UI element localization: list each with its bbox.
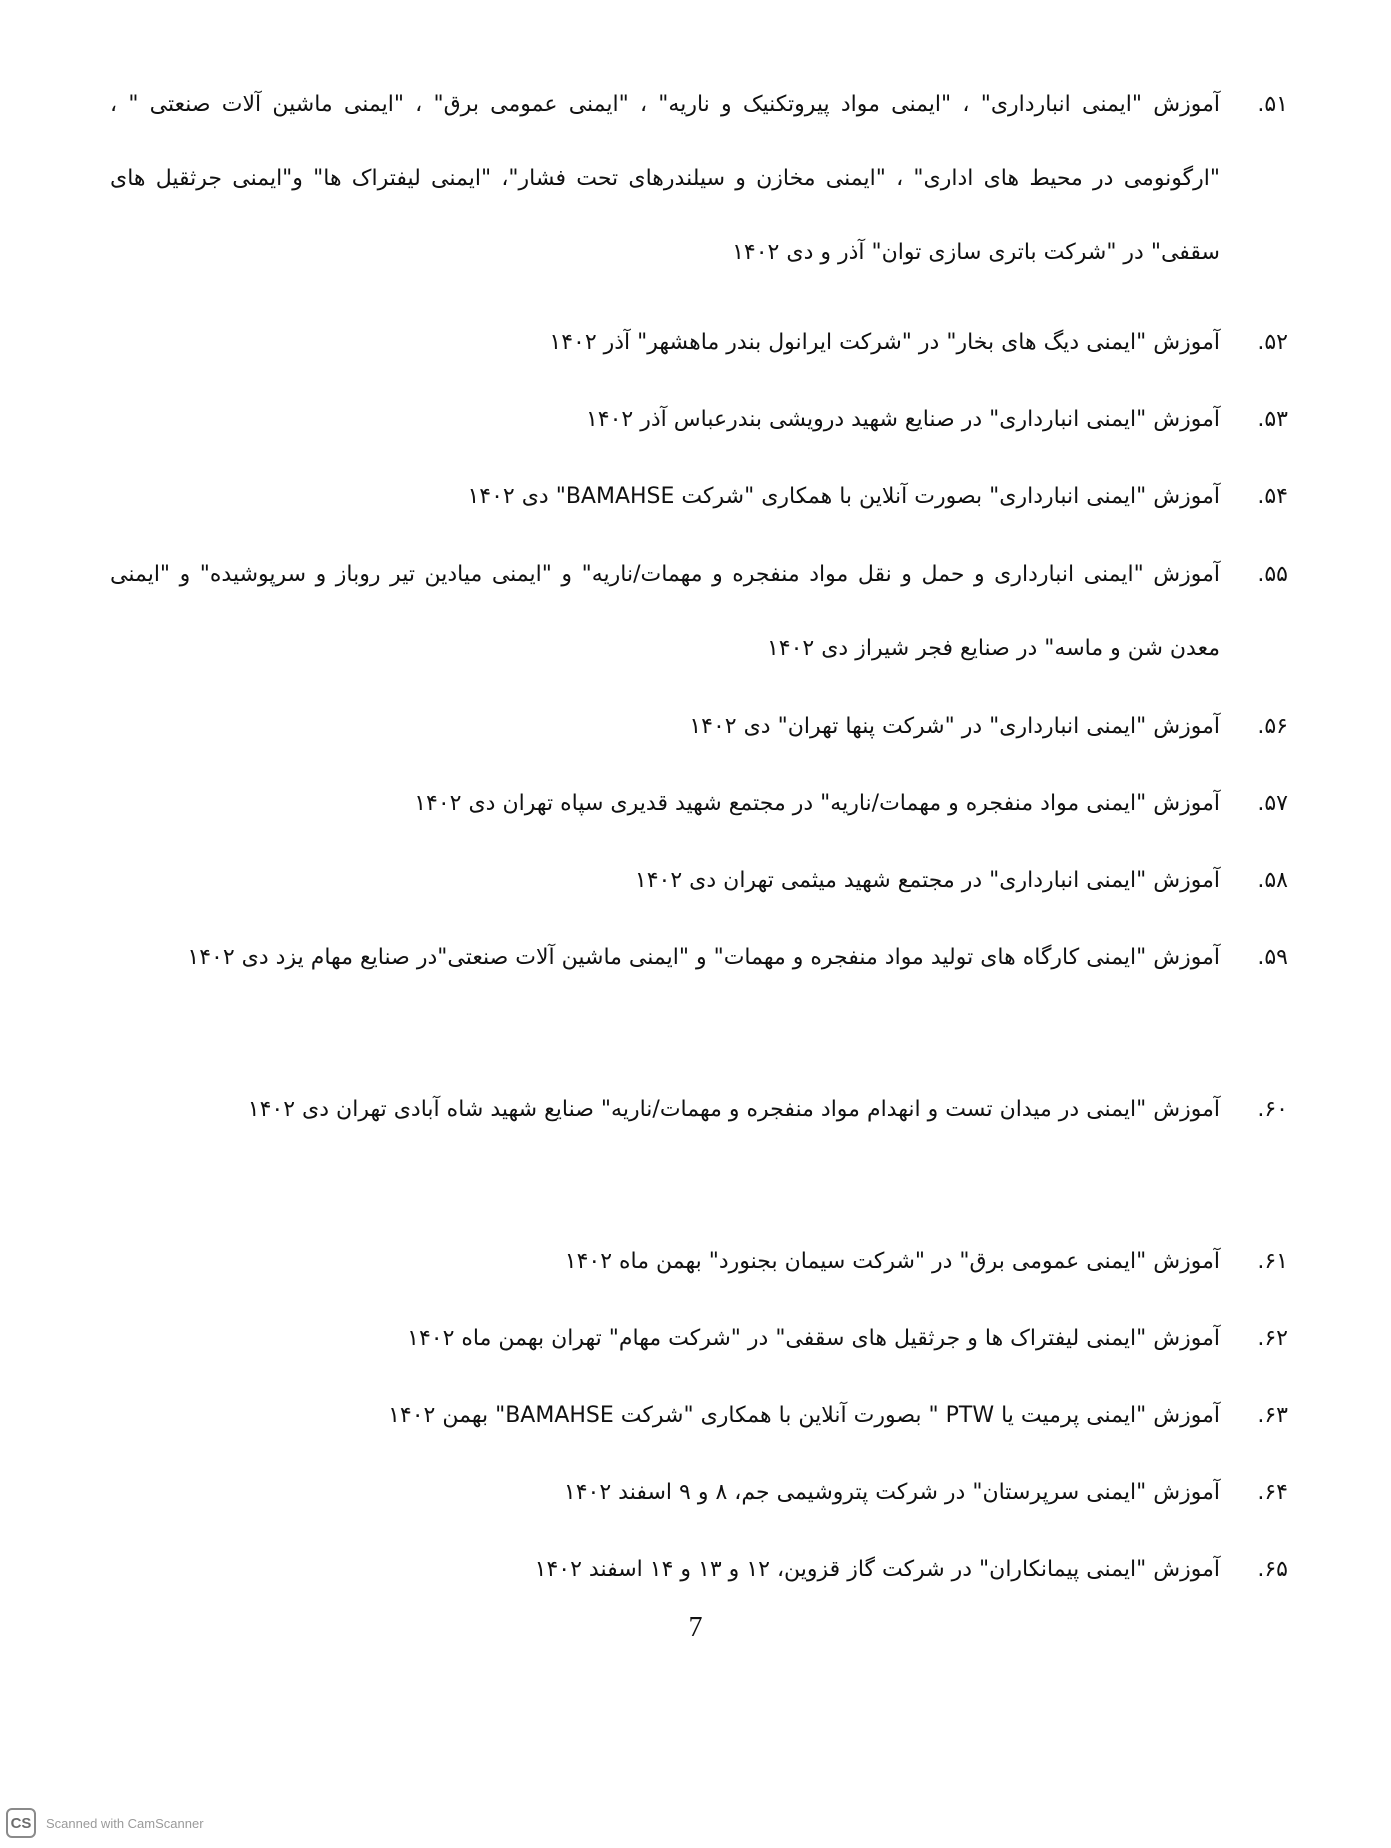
list-item [110,1302,1288,1376]
list-item [110,68,1288,290]
list-item [110,538,1288,686]
item-number: ۶۱. [1257,1249,1288,1274]
item-number: ۵۵. [1257,562,1288,587]
item-text: آموزش "ایمنی در میدان تست و انهدام مواد منفجره و مهمات/ناریه" صنایع شهید شاه آبادی تهران دی ۱۴۰۲ [247,1097,1220,1122]
list-item [110,1456,1288,1530]
item-text: آموزش "ایمنی مواد منفجره و مهمات/ناریه" در مجتمع شهید قدیری سپاه تهران دی ۱۴۰۲ [414,791,1220,816]
item-text: آموزش "ایمنی انبارداری" در "شرکت پنها تهران" دی ۱۴۰۲ [689,714,1220,739]
item-text: آموزش "ایمنی لیفتراک ها و جرثقیل های سقفی" در "شرکت مهام" تهران بهمن ماه ۱۴۰۲ [407,1326,1220,1351]
item-text: آموزش "ایمنی پرمیت یا PTW " بصورت آنلاین با همکاری "شرکت BAMAHSE" بهمن ۱۴۰۲ [388,1403,1220,1428]
list-item [110,306,1288,380]
item-number: ۵۶. [1257,714,1288,739]
item-number: ۵۱. [1257,92,1288,117]
item-number: ۶۲. [1257,1326,1288,1351]
list-item [110,844,1288,918]
item-text: آموزش "ایمنی پیمانکاران" در شرکت گاز قزوین، ۱۲ و ۱۳ و ۱۴ اسفند ۱۴۰۲ [534,1557,1220,1582]
list-item [110,1533,1288,1607]
item-text: آموزش "ایمنی دیگ های بخار" در "شرکت ایرانول بندر ماهشهر" آذر ۱۴۰۲ [549,330,1220,355]
list-item [110,921,1288,995]
item-number: ۵۷. [1257,791,1288,816]
list-item [110,1225,1288,1299]
item-number: ۶۴. [1257,1480,1288,1505]
item-number: ۵۴. [1257,484,1288,509]
list-item [110,460,1288,534]
list-item [110,1379,1288,1453]
item-number: ۶۵. [1257,1557,1288,1582]
item-text: آموزش "ایمنی انبارداری" در صنایع شهید درویشی بندرعباس آذر ۱۴۰۲ [585,407,1220,432]
item-text: آموزش "ایمنی عمومی برق" در "شرکت سیمان بجنورد" بهمن ماه ۱۴۰۲ [564,1249,1220,1274]
item-text: آموزش "ایمنی انبارداری" بصورت آنلاین با همکاری "شرکت BAMAHSE" دی ۱۴۰۲ [467,484,1220,509]
item-text: آموزش "ایمنی سرپرستان" در شرکت پتروشیمی جم، ۸ و ۹ اسفند ۱۴۰۲ [563,1480,1220,1505]
item-number: ۶۳. [1257,1403,1288,1428]
item-text: آموزش "ایمنی انبارداری" ، "ایمنی مواد پیروتکنیک و ناریه" ، "ایمنی عمومی برق" ، "ایمنی ماشین آلات صنعتی " ، "ارگونومی در محیط های اداری" ، "ایمنی مخازن و سیلندرهای تحت فشار"، "ایمنی لیفتراک ها" و"ایمنی جرثقیل های سقفی" در "شرکت باتری سازی توان" آذر و دی ۱۴۰۲ [110,92,1220,265]
item-text: آموزش "ایمنی انبارداری و حمل و نقل مواد منفجره و مهمات/ناریه" و "ایمنی میادین تیر روباز و سرپوشیده" و "ایمنی معدن شن و ماسه" در صنایع فجر شیراز دی ۱۴۰۲ [110,562,1220,661]
scanner-label: Scanned with CamScanner [46,1815,204,1831]
item-number: ۵۸. [1257,868,1288,893]
list-item [110,690,1288,764]
item-text: آموزش "ایمنی انبارداری" در مجتمع شهید میثمی تهران دی ۱۴۰۲ [634,868,1220,893]
list-item [110,767,1288,841]
camscanner-logo-icon: CS [6,1808,36,1838]
page-number: 7 [688,1612,703,1643]
item-number: ۵۲. [1257,330,1288,355]
item-number: ۵۹. [1257,945,1288,970]
item-text: آموزش "ایمنی کارگاه های تولید مواد منفجره و مهمات" و "ایمنی ماشین آلات صنعتی"در صنایع مهام یزد دی ۱۴۰۲ [187,945,1220,970]
item-number: ۶۰. [1257,1097,1288,1122]
list-item [110,1073,1288,1147]
scanner-watermark [6,1808,204,1838]
item-number: ۵۳. [1257,407,1288,432]
list-item [110,383,1288,457]
